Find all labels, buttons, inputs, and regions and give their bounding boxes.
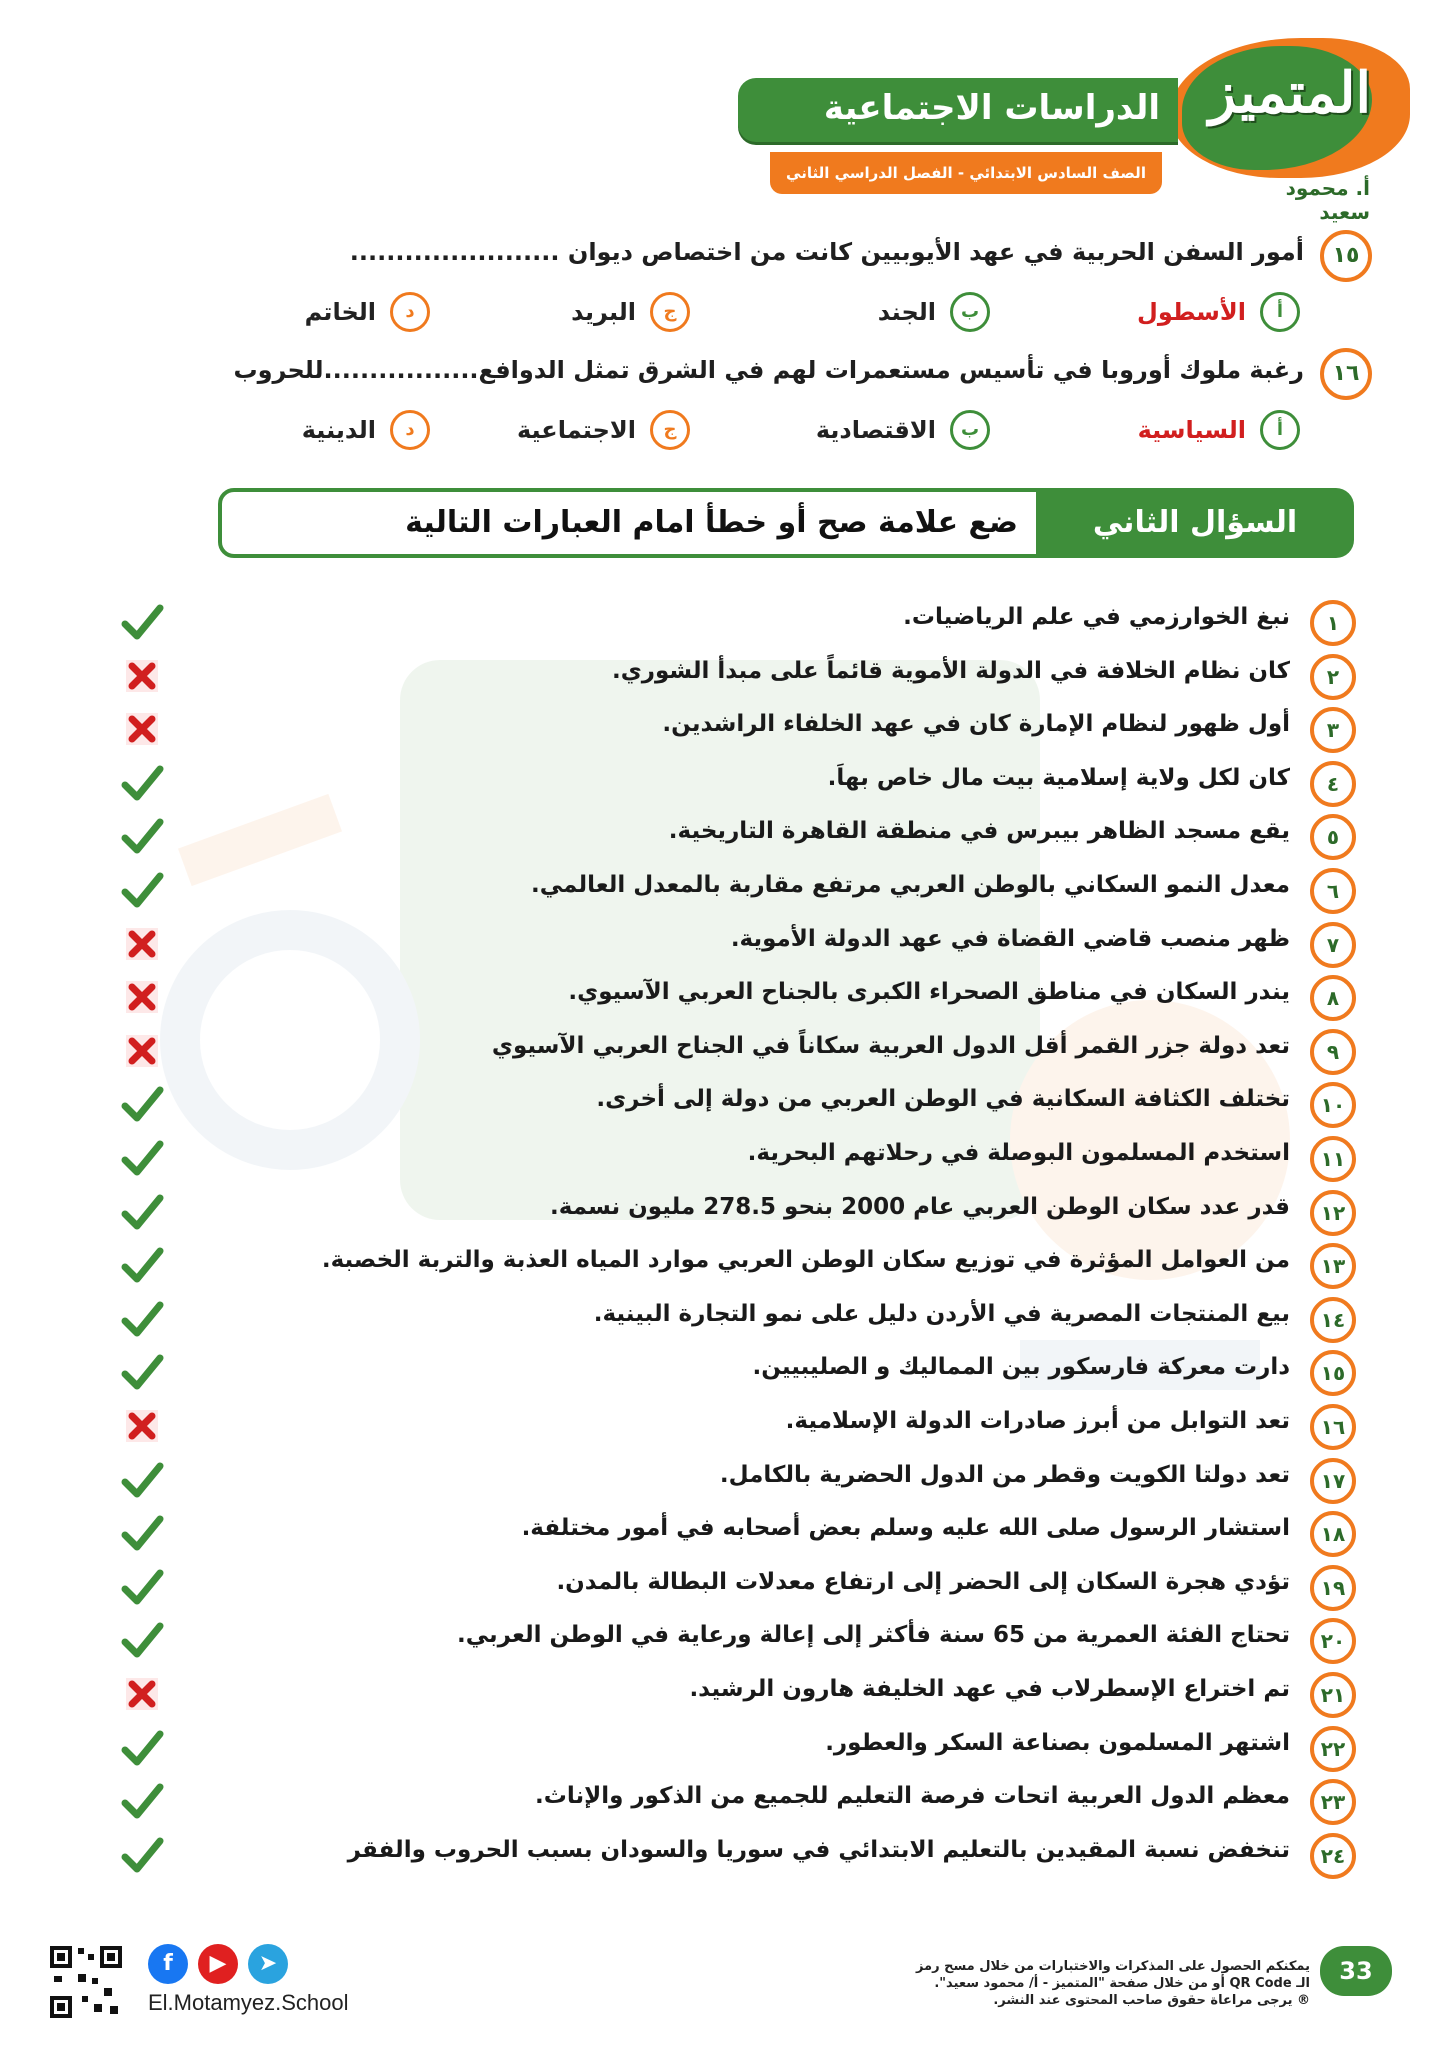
statement-number: ٩ xyxy=(1310,1029,1356,1075)
check-mark-icon xyxy=(120,1190,164,1234)
brand-logo: المتميز xyxy=(1208,60,1372,126)
statement-text: من العوامل المؤثرة في توزيع سكان الوطن العربي موارد المياه العذبة والتربة الخصبة. xyxy=(321,1247,1290,1274)
option-text: الاقتصادية xyxy=(815,416,936,444)
option-d[interactable] xyxy=(305,292,430,332)
statement-number: ٢٠ xyxy=(1310,1618,1356,1664)
youtube-icon[interactable]: ▶ xyxy=(198,1944,238,1984)
option-badge: أ xyxy=(1260,292,1300,332)
statement-row xyxy=(110,814,1356,860)
statement-number: ١ xyxy=(1310,600,1356,646)
statement-text: يندر السكان في مناطق الصحراء الكبرى بالجناح العربي الآسيوي. xyxy=(568,979,1290,1006)
option-badge: أ xyxy=(1260,410,1300,450)
statement-number: ٤ xyxy=(1310,761,1356,807)
check-mark-icon xyxy=(120,1458,164,1502)
statement-row xyxy=(110,1029,1356,1075)
footer-note-line: يمكنكم الحصول على المذكرات والاختبارات من خلال مسح رمز xyxy=(915,1959,1310,1974)
question-text: رغبة ملوك أوروبا في تأسيس مستعمرات لهم في الشرق تمثل الدوافع.................للحروب xyxy=(233,356,1304,384)
option-badge: ب xyxy=(950,292,990,332)
statement-row xyxy=(110,1511,1356,1557)
option-text: الاجتماعية xyxy=(516,416,636,444)
statement-number: ٢ xyxy=(1310,654,1356,700)
statement-row xyxy=(110,1672,1356,1718)
statement-text: تعد التوابل من أبرز صادرات الدولة الإسلامية. xyxy=(785,1408,1290,1434)
option-text: الجند xyxy=(877,298,936,326)
check-mark-icon xyxy=(120,868,164,912)
statement-row xyxy=(110,600,1356,646)
option-a[interactable] xyxy=(1138,410,1300,450)
option-text: الخاتم xyxy=(304,298,376,326)
mcq-question xyxy=(102,230,1372,350)
statement-text: تنخفض نسبة المقيدين بالتعليم الابتدائي في سوريا والسودان بسبب الحروب والفقر xyxy=(347,1836,1290,1863)
qr-code-icon[interactable] xyxy=(48,1944,124,2020)
check-mark-icon xyxy=(120,1350,164,1394)
statement-row xyxy=(110,1618,1356,1664)
section-label: السؤال الثاني xyxy=(1036,488,1354,558)
facebook-icon[interactable]: f xyxy=(148,1944,188,1984)
option-a[interactable] xyxy=(1137,292,1300,332)
section-instruction: ضع علامة صح أو خطأ امام العبارات التالية xyxy=(405,505,1018,540)
statement-text: معدل النمو السكاني بالوطن العربي مرتفع مقاربة بالمعدل العالمي. xyxy=(531,872,1290,898)
statement-number: ٦ xyxy=(1310,868,1356,914)
option-badge: ب xyxy=(950,410,990,450)
statement-text: بيع المنتجات المصرية في الأردن دليل على نمو التجارة البينية. xyxy=(593,1300,1290,1327)
statement-text: استخدم المسلمون البوصلة في رحلاتهم البحرية. xyxy=(747,1140,1290,1166)
statement-text: تعد دولة جزر القمر أقل الدول العربية سكاناً في الجناح العربي الآسيوي xyxy=(491,1032,1290,1059)
statement-text: ظهر منصب قاضي القضاة في عهد الدولة الأموية. xyxy=(730,925,1290,952)
statement-number: ١٣ xyxy=(1310,1243,1356,1289)
check-mark-icon xyxy=(120,1297,164,1341)
telegram-icon[interactable]: ➤ xyxy=(248,1944,288,1984)
mcq-question xyxy=(102,348,1372,468)
statement-row xyxy=(110,1833,1356,1879)
cross-mark-icon xyxy=(120,1404,164,1448)
question-text: أمور السفن الحربية في عهد الأيوبيين كانت من اختصاص ديوان ....................... xyxy=(349,238,1304,266)
grade-subtitle: الصف السادس الابتدائي - الفصل الدراسي الثاني xyxy=(770,152,1162,194)
option-text: السياسية xyxy=(1137,416,1246,444)
statement-number: ١٦ xyxy=(1310,1404,1356,1450)
check-mark-icon xyxy=(120,1082,164,1126)
statement-text: اشتهر المسلمون بصناعة السكر والعطور. xyxy=(825,1729,1290,1756)
statement-text: استشار الرسول صلى الله عليه وسلم بعض أصحابه في أمور مختلفة. xyxy=(521,1515,1290,1542)
statement-text: تحتاج الفئة العمرية من 65 سنة فأكثر إلى إعالة ورعاية في الوطن العربي. xyxy=(457,1622,1290,1649)
statement-text: تختلف الكثافة السكانية في الوطن العربي من دولة إلى أخرى. xyxy=(596,1086,1290,1113)
statement-number: ١٧ xyxy=(1310,1458,1356,1504)
statement-text: كان نظام الخلافة في الدولة الأموية قائماً على مبدأ الشوري. xyxy=(611,657,1290,684)
cross-mark-icon xyxy=(120,1029,164,1073)
statement-row xyxy=(110,1136,1356,1182)
statement-number: ٧ xyxy=(1310,922,1356,968)
question-number: ١٦ xyxy=(1320,348,1372,400)
option-badge: ج xyxy=(650,410,690,450)
statement-row xyxy=(110,922,1356,968)
statement-number: ٢١ xyxy=(1310,1672,1356,1718)
statement-row xyxy=(110,1779,1356,1825)
statement-text: كان لكل ولاية إسلامية بيت مال خاص بهاَ. xyxy=(827,764,1290,791)
statement-text: نبغ الخوارزمي في علم الرياضيات. xyxy=(903,604,1290,630)
statement-number: ١٨ xyxy=(1310,1511,1356,1557)
statement-number: ١٥ xyxy=(1310,1350,1356,1396)
statement-row xyxy=(110,975,1356,1021)
check-mark-icon xyxy=(120,1833,164,1877)
section-header xyxy=(218,488,1354,560)
cross-mark-icon xyxy=(120,707,164,751)
footer-note-line: الـ QR Code أو من خلال صفحة "المتميز - أ/ محمود سعيد". xyxy=(934,1976,1310,1991)
statement-number: ١٤ xyxy=(1310,1297,1356,1343)
option-b[interactable] xyxy=(816,410,990,450)
footer-note-line: ® يرجى مراعاة حقوق صاحب المحتوى عند النشر. xyxy=(993,1993,1310,2008)
statement-number: ٢٣ xyxy=(1310,1779,1356,1825)
statement-text: قدر عدد سكان الوطن العربي عام 2000 بنحو 278.5 مليون نسمة. xyxy=(550,1193,1290,1220)
statement-text: تؤدي هجرة السكان إلى الحضر إلى ارتفاع معدلات البطالة بالمدن. xyxy=(556,1568,1290,1595)
cross-mark-icon xyxy=(120,654,164,698)
statement-row xyxy=(110,1565,1356,1611)
statement-row xyxy=(110,1243,1356,1289)
footer-note xyxy=(900,1958,1310,2009)
check-mark-icon xyxy=(120,1136,164,1180)
statement-text: تعد دولتا الكويت وقطر من الدول الحضرية بالكامل. xyxy=(719,1461,1290,1488)
statement-text: يقع مسجد الظاهر بيبرس في منطقة القاهرة التاريخية. xyxy=(668,818,1290,845)
statement-row xyxy=(110,654,1356,700)
check-mark-icon xyxy=(120,1779,164,1823)
statement-number: ٢٤ xyxy=(1310,1833,1356,1879)
check-mark-icon xyxy=(120,1565,164,1609)
statement-row xyxy=(110,868,1356,914)
page-number: 33 xyxy=(1320,1946,1392,1996)
statement-row xyxy=(110,1404,1356,1450)
check-mark-icon xyxy=(120,1726,164,1770)
cross-mark-icon xyxy=(120,975,164,1019)
option-c[interactable] xyxy=(571,292,690,332)
statement-row xyxy=(110,761,1356,807)
question-number: ١٥ xyxy=(1320,230,1372,282)
statement-text: أول ظهور لنظام الإمارة كان في عهد الخلفاء الراشدين. xyxy=(662,711,1290,738)
statement-number: ٣ xyxy=(1310,707,1356,753)
statement-number: ١١ xyxy=(1310,1136,1356,1182)
option-badge: ج xyxy=(650,292,690,332)
option-text: الدينية xyxy=(301,416,376,444)
option-d[interactable] xyxy=(302,410,430,450)
statement-number: ٨ xyxy=(1310,975,1356,1021)
check-mark-icon xyxy=(120,814,164,858)
statement-number: ١٩ xyxy=(1310,1565,1356,1611)
check-mark-icon xyxy=(120,1243,164,1287)
statement-text: تم اختراع الإسطرلاب في عهد الخليفة هارون الرشيد. xyxy=(689,1676,1290,1702)
statement-text: دارت معركة فارسكور بين المماليك و الصليبيين. xyxy=(752,1354,1290,1381)
option-badge: د xyxy=(390,292,430,332)
statement-row xyxy=(110,1297,1356,1343)
option-badge: د xyxy=(390,410,430,450)
website-link[interactable]: El.Motamyez.School xyxy=(148,1990,349,2015)
check-mark-icon xyxy=(120,761,164,805)
cross-mark-icon xyxy=(120,922,164,966)
statement-number: ١٠ xyxy=(1310,1082,1356,1128)
option-b[interactable] xyxy=(878,292,990,332)
subject-title: الدراسات الاجتماعية xyxy=(823,88,1160,128)
statement-row xyxy=(110,1082,1356,1128)
option-text: البريد xyxy=(571,298,636,326)
option-text: الأسطول xyxy=(1137,298,1246,326)
statement-row xyxy=(110,1726,1356,1772)
author-name: أ. محمود سعيد xyxy=(1285,176,1370,224)
check-mark-icon xyxy=(120,1511,164,1555)
statement-number: ٢٢ xyxy=(1310,1726,1356,1772)
statement-row xyxy=(110,707,1356,753)
statement-number: ٥ xyxy=(1310,814,1356,860)
statement-text: معظم الدول العربية اتحات فرصة التعليم للجميع من الذكور والإناث. xyxy=(535,1783,1290,1810)
statement-row xyxy=(110,1190,1356,1236)
statement-row xyxy=(110,1458,1356,1504)
statement-row xyxy=(110,1350,1356,1396)
option-c[interactable] xyxy=(517,410,690,450)
statement-number: ١٢ xyxy=(1310,1190,1356,1236)
check-mark-icon xyxy=(120,600,164,644)
check-mark-icon xyxy=(120,1618,164,1662)
cross-mark-icon xyxy=(120,1672,164,1716)
